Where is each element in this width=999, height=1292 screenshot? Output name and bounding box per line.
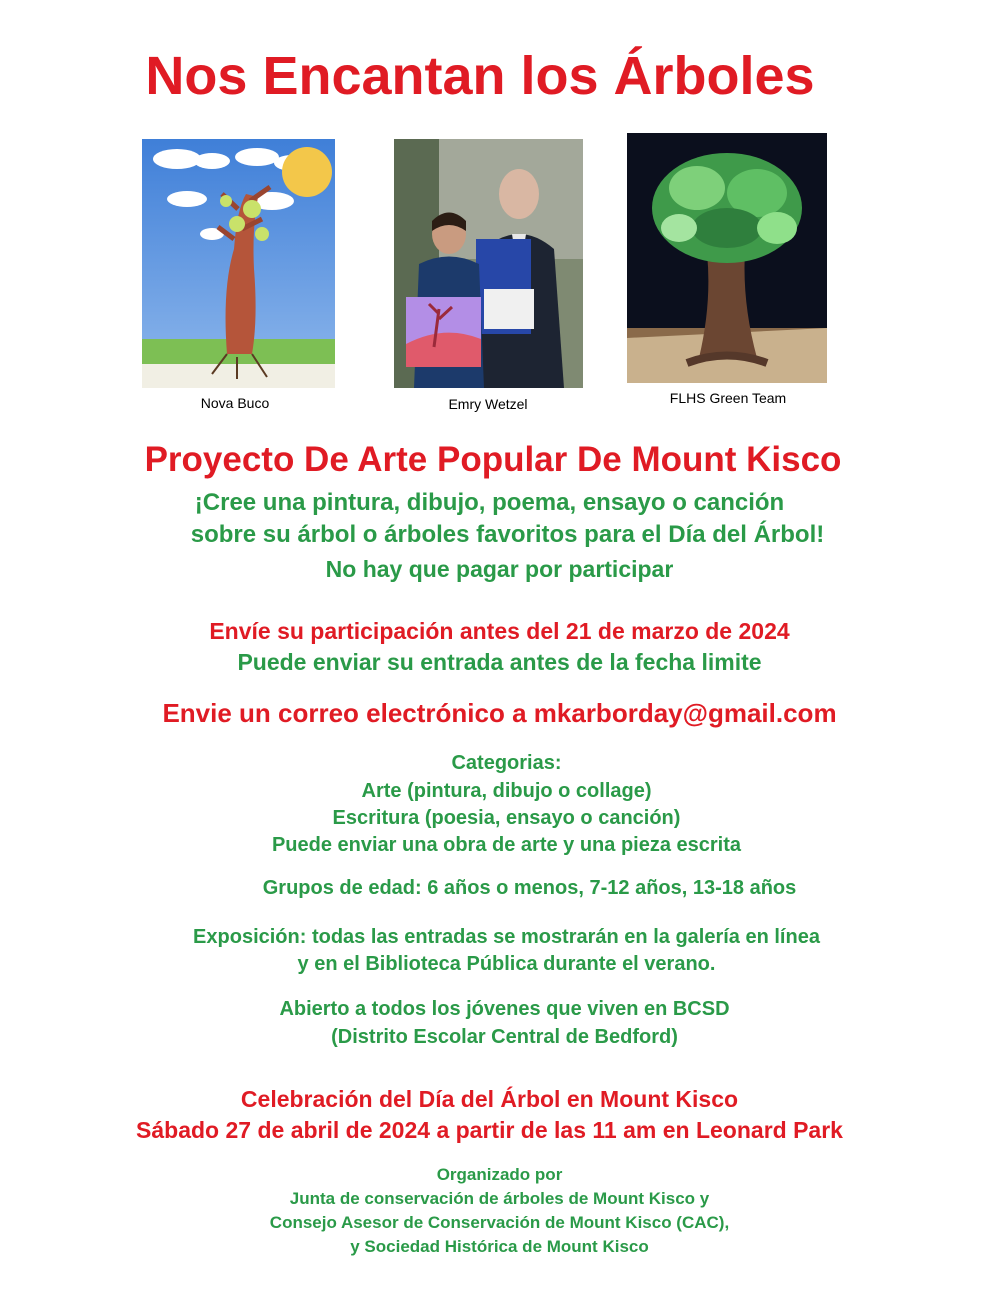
celebration-line-2: Sábado 27 de abril de 2024 a partir de las 11 am en Leonard Park xyxy=(136,1117,843,1143)
project-title: Proyecto De Arte Popular De Mount Kisco xyxy=(144,440,842,479)
organizers-heading: Organizado por xyxy=(436,1165,563,1184)
organizer-line-1: Junta de conservación de árboles de Mount Kisco y xyxy=(289,1189,710,1208)
early-entry-line: Puede enviar su entrada antes de la fecha limite xyxy=(237,649,762,675)
organizer-line-3: y Sociedad Histórica de Mount Kisco xyxy=(350,1237,649,1256)
page-title: Nos Encantan los Árboles xyxy=(145,46,815,106)
sculpture-photo-3 xyxy=(627,133,827,383)
email-line: Envie un correo electrónico a mkarborday@gmail.com xyxy=(162,698,837,728)
intro-line-2: sobre su árbol o árboles favoritos para el Día del Árbol! xyxy=(190,521,825,548)
deadline-line: Envíe su participación antes del 21 de marzo de 2024 xyxy=(209,618,790,644)
eligibility-line-1: Abierto a todos los jóvenes que viven en BCSD xyxy=(279,998,730,1020)
award-ceremony-image xyxy=(394,139,583,388)
organizer-line-2: Consejo Asesor de Conservación de Mount Kisco (CAC), xyxy=(269,1213,730,1232)
painting-photo-1 xyxy=(142,139,335,388)
category-writing: Escritura (poesia, ensayo o canción) xyxy=(332,807,681,829)
eligibility-line-2: (Distrito Escolar Central de Bedford) xyxy=(331,1026,678,1048)
photo-caption-2: Emry Wetzel xyxy=(448,396,528,412)
intro-line-1: ¡Cree una pintura, dibujo, poema, ensayo o canción xyxy=(194,489,785,516)
categories-heading: Categorias: xyxy=(451,752,562,774)
category-art: Arte (pintura, dibujo o collage) xyxy=(361,780,652,802)
tree-sculpture-image xyxy=(627,133,827,383)
celebration-line-1: Celebración del Día del Árbol en Mount Kisco xyxy=(240,1086,739,1112)
category-note: Puede enviar una obra de arte y una pieza escrita xyxy=(271,834,742,856)
tree-painting-image xyxy=(142,139,335,388)
photo-caption-3: FLHS Green Team xyxy=(669,390,787,406)
award-photo-2 xyxy=(394,139,583,388)
exhibition-line-2: y en el Biblioteca Pública durante el verano. xyxy=(297,953,716,975)
exhibition-line-1: Exposición: todas las entradas se mostrarán en la galería en línea xyxy=(193,926,820,948)
photo-caption-1: Nova Buco xyxy=(200,395,270,411)
intro-line-3: No hay que pagar por participar xyxy=(325,556,674,582)
age-groups: Grupos de edad: 6 años o menos, 7-12 años, 13-18 años xyxy=(262,877,797,899)
